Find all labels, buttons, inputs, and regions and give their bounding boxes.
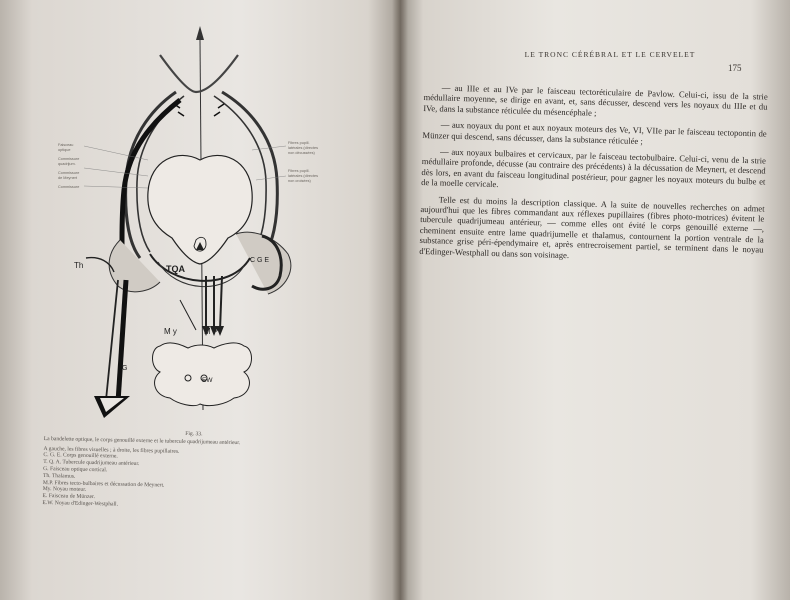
legend-item: My. Noyau moteur. bbox=[42, 486, 87, 494]
legend-item: G. Faisceau optique cortical. bbox=[43, 465, 108, 474]
legend-item: Th. Thalamus. bbox=[42, 472, 76, 480]
legend-item: E.W. Noyau d'Edinger-Westphall. bbox=[42, 499, 119, 508]
figure-caption bbox=[42, 428, 344, 513]
running-head: LE TRONC CÉRÉBRAL ET LE CERVELET bbox=[524, 50, 696, 59]
legend-item: E. Faisceau de Münzer. bbox=[42, 493, 95, 501]
side-label: Commissure bbox=[58, 171, 80, 175]
side-label: latérales (directes bbox=[288, 174, 318, 178]
figure-legend bbox=[42, 446, 343, 513]
paragraph: — au IIIe et au IVe par le faisceau tectoréticulaire de Pavlow. Celui-ci, issu de la strie médullaire moyenne, se dirige en avant, et, sans décusser, descend vers les noyaux du IIIe et du IVe, dans la substance réticulée du mésencéphale ; bbox=[423, 82, 768, 118]
label-cge: C G E bbox=[250, 257, 270, 264]
side-label: quadrijum. bbox=[58, 162, 76, 166]
label-mp: M P bbox=[204, 327, 219, 336]
side-label: Fibres pupill. bbox=[288, 141, 310, 145]
neuroanatomy-diagram bbox=[0, 0, 400, 430]
side-label: optique bbox=[58, 148, 71, 152]
legend-item: M.P. Fibres tecto-bulbaires et décussation de Meynert. bbox=[42, 479, 165, 489]
caption-text: La bandelette optique, le corps genouillé externe et le tubercule quadrijumeau antérieur. bbox=[43, 435, 241, 446]
side-label: latérales (directes bbox=[288, 146, 318, 150]
paragraph: — aux noyaux bulbaires et cervicaux, par le faisceau tectobulbaire. Celui-ci, venu de la strie médullaire profonde, décusse (au contraire des précédents) à la décussation de Meynert, et descend dès lors, en avant du faisceau longitudinal postérieur, pour gagner les noyaux moteurs du bulbe et de la moelle cervicale. bbox=[421, 146, 767, 190]
side-label: Commissure bbox=[58, 185, 80, 189]
legend-item: A gauche, les fibres visuelles ; à droite, les fibres pupillaires. bbox=[43, 445, 180, 455]
body-text bbox=[419, 82, 768, 272]
legend-item: C. G. E. Corps genouillé externe. bbox=[43, 452, 118, 460]
label-eaw: EW bbox=[202, 377, 213, 384]
page-number: 175 bbox=[728, 63, 742, 73]
side-label: Commissure bbox=[58, 157, 80, 161]
label-g: G bbox=[122, 365, 128, 372]
side-label: Fibres pupill. bbox=[288, 169, 310, 173]
side-label: non décussées) bbox=[288, 151, 315, 155]
side-label: Faisceau bbox=[58, 143, 74, 147]
label-my: M y bbox=[164, 327, 177, 336]
legend-item: T. Q. A. Tubercule quadrijumeau antérieur. bbox=[43, 459, 140, 468]
side-label: de Meynert bbox=[58, 176, 77, 180]
label-tqa: TQA bbox=[166, 264, 185, 274]
side-label: non croisées) bbox=[288, 179, 311, 183]
book-gutter bbox=[392, 0, 408, 600]
paragraph: — aux noyaux du pont et aux noyaux moteurs des Ve, VI, VIIe par le faisceau tectopontin de Münzer qui descend, sans décusser, dans la substance réticulée ; bbox=[422, 119, 767, 146]
paragraph: Telle est du moins la description classique. A la suite de nouvelles recherches on admet aujourd'hui que les fibres commandant aux réflexes pupillaires (fibres photo-motrices) évitent le tubercule quadrijumeau antérieur, — comme elles ont évité le corps genouillé externe —, cheminent ensuite entre lame quadrijumelle et thalamus, contournent la portion ventrale de la substance grise péri-épendymaire et, après entrecroisement partiel, se terminent dans le noyau d'Edinger-Westphall ou dans son voisinage. bbox=[419, 194, 765, 260]
figure-number: Fig. 33. bbox=[185, 430, 203, 438]
label-th: Th bbox=[74, 261, 84, 270]
